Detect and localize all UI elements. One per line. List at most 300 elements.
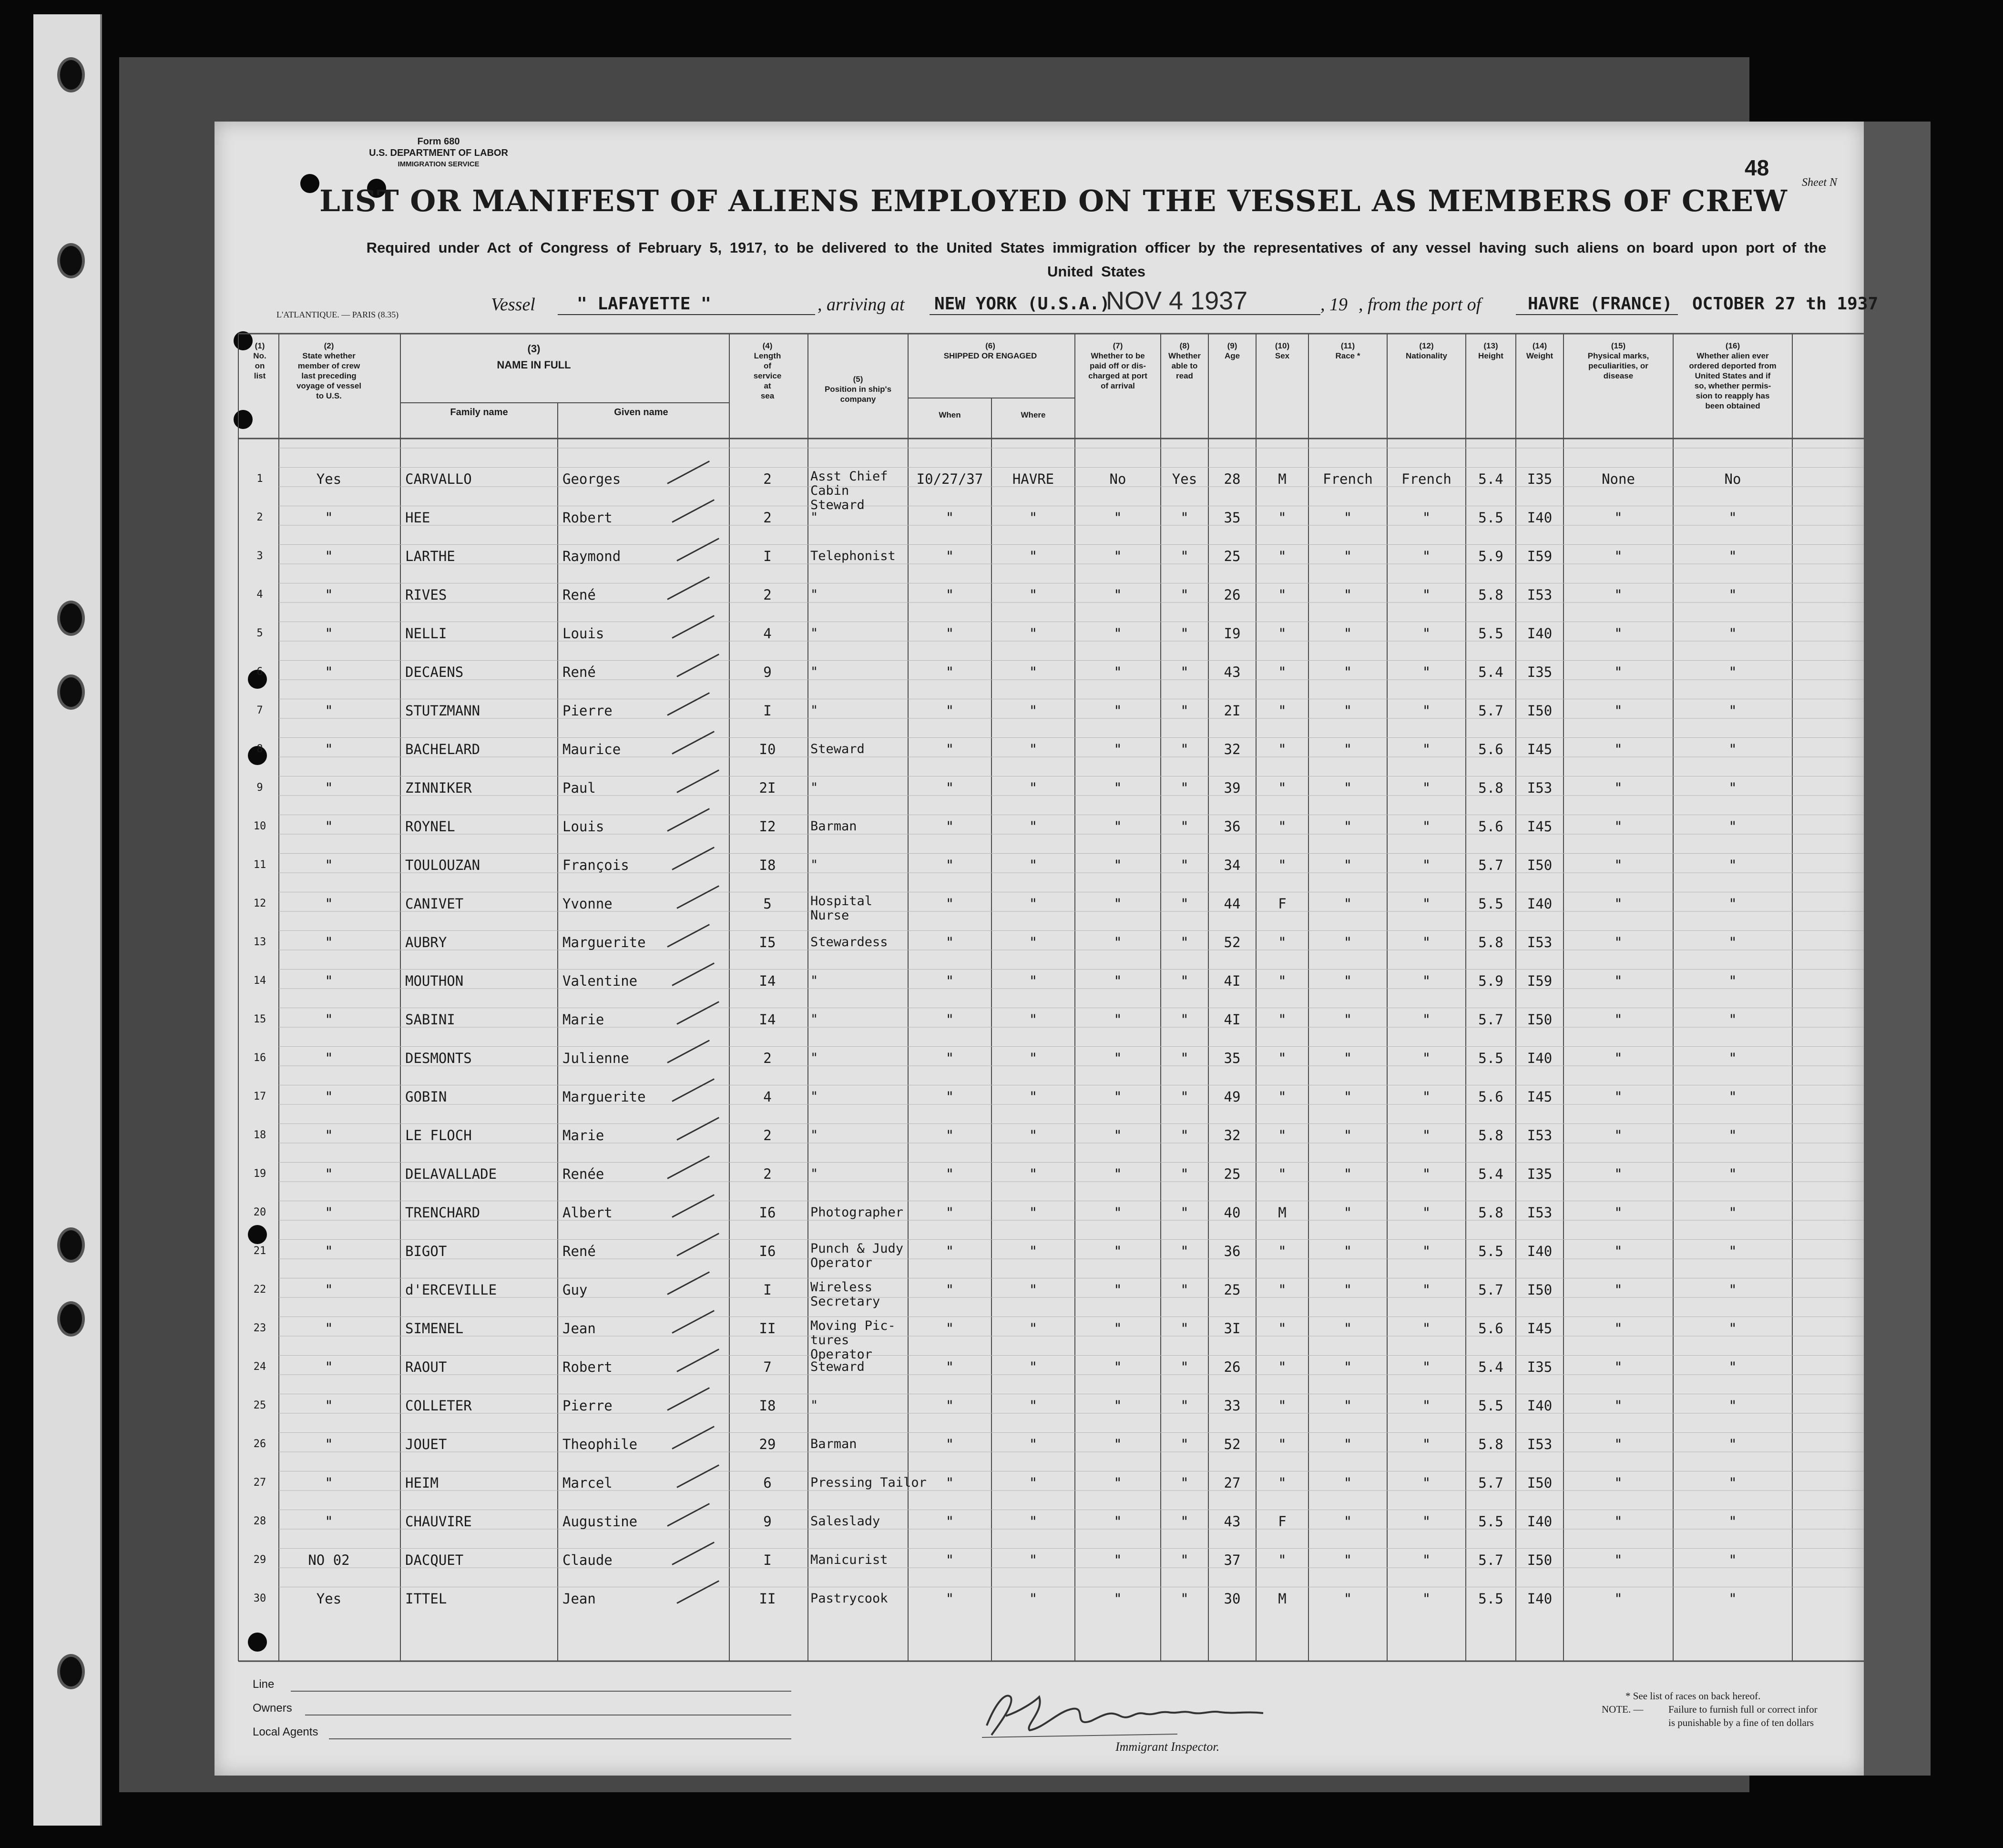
cell-read: "	[1180, 548, 1189, 564]
cell-where: "	[1029, 510, 1038, 526]
cell-position: Steward	[810, 1359, 865, 1374]
cell-sex: "	[1278, 1552, 1287, 1568]
departure-date: OCTOBER 27 th 1937	[1692, 294, 1879, 314]
cell-race: "	[1343, 548, 1352, 564]
cell-deported: "	[1728, 1205, 1737, 1221]
cell-no: 26	[253, 1438, 266, 1450]
cell-read: "	[1180, 1205, 1189, 1221]
punch-hole	[248, 1633, 267, 1652]
cell-position: Barman	[810, 1437, 857, 1451]
cell-weight: I50	[1527, 1552, 1553, 1568]
cell-no: 21	[253, 1245, 266, 1257]
cell-read: "	[1180, 934, 1189, 950]
cell-position: Telephonist	[810, 549, 896, 563]
cell-family: TOULOUZAN	[405, 857, 480, 873]
cell-weight: I35	[1527, 1359, 1553, 1375]
from-port-label: , from the port of	[1359, 295, 1482, 315]
cell-prev: "	[325, 510, 333, 526]
cell-marks: "	[1614, 1359, 1623, 1375]
cell-age: 25	[1224, 548, 1241, 564]
cell-service: I	[763, 1552, 772, 1568]
cell-age: 25	[1224, 1282, 1241, 1298]
cell-prev: "	[325, 896, 333, 912]
cell-prev: NO 02	[308, 1552, 350, 1568]
cell-nationality: "	[1422, 510, 1431, 526]
cell-age: 35	[1224, 510, 1241, 526]
cell-nationality: "	[1422, 741, 1431, 757]
cell-race: "	[1343, 934, 1352, 950]
cell-prev: "	[325, 1282, 333, 1298]
cell-when: "	[945, 1475, 954, 1491]
cell-paid-off: "	[1114, 1475, 1122, 1491]
cell-position: Moving Pic- tures Operator	[810, 1318, 896, 1362]
cell-race: "	[1343, 1205, 1352, 1221]
cell-weight: I40	[1527, 1243, 1553, 1259]
cell-race: "	[1343, 664, 1352, 680]
cell-when: "	[945, 1011, 954, 1028]
cell-position: Wireless Secretary	[810, 1280, 880, 1309]
cell-height: 5.5	[1478, 1243, 1503, 1259]
cell-position: Punch & Judy Operator	[810, 1241, 904, 1270]
cell-family: COLLETER	[405, 1398, 472, 1414]
cell-paid-off: "	[1114, 780, 1122, 796]
cell-where: "	[1029, 1591, 1038, 1607]
cell-weight: I35	[1527, 664, 1553, 680]
cell-age: 43	[1224, 1513, 1241, 1530]
cell-marks: "	[1614, 548, 1623, 564]
form-identifier	[358, 136, 520, 170]
cell-height: 5.7	[1478, 1552, 1503, 1568]
cell-age: 44	[1224, 896, 1241, 912]
cell-marks: "	[1614, 1205, 1623, 1221]
cell-height: 5.6	[1478, 1320, 1503, 1337]
cell-age: 4I	[1224, 1011, 1241, 1028]
cell-race: "	[1343, 1475, 1352, 1491]
cell-family: BIGOT	[405, 1243, 447, 1259]
cell-position: "	[810, 1012, 818, 1027]
cell-age: 49	[1224, 1089, 1241, 1105]
cell-read: "	[1180, 1166, 1189, 1182]
cell-marks: "	[1614, 896, 1623, 912]
cell-weight: I40	[1527, 1591, 1553, 1607]
cell-prev: "	[325, 1011, 333, 1028]
cell-family: LE FLOCH	[405, 1127, 472, 1144]
cell-age: 34	[1224, 857, 1241, 873]
cell-age: 37	[1224, 1552, 1241, 1568]
col-header-deported: (16) Whether alien ever ordered deported from United States and if so, whether permis- sion to reapply has been obtained	[1689, 341, 1777, 410]
cell-height: 5.7	[1478, 1011, 1503, 1028]
cell-sex: "	[1278, 548, 1287, 564]
cell-service: I8	[759, 1398, 776, 1414]
footer-line-label: Line	[253, 1678, 275, 1691]
cell-paid-off: "	[1114, 1282, 1122, 1298]
cell-service: 2	[763, 1166, 772, 1182]
cell-race: "	[1343, 741, 1352, 757]
cell-prev: "	[325, 664, 333, 680]
cell-age: 52	[1224, 934, 1241, 950]
cell-nationality: "	[1422, 1205, 1431, 1221]
cell-race: "	[1343, 703, 1352, 719]
cell-height: 5.4	[1478, 1166, 1503, 1182]
note-label: NOTE. —	[1602, 1704, 1644, 1715]
cell-when: "	[945, 1205, 954, 1221]
cell-when: "	[945, 1513, 954, 1530]
cell-paid-off: "	[1114, 1050, 1122, 1066]
form-number: Form 680	[417, 136, 460, 147]
cell-service: 4	[763, 1089, 772, 1105]
manifest-sheet	[215, 122, 1879, 1776]
footer-line-rule	[291, 1691, 791, 1692]
col-header-age: (9) Age	[1224, 341, 1240, 360]
cell-sex: "	[1278, 1243, 1287, 1259]
cell-family: AUBRY	[405, 934, 447, 950]
cell-position: Hospital Nurse	[810, 894, 873, 923]
cell-given: Theophile	[562, 1436, 638, 1452]
cell-read: Yes	[1172, 471, 1197, 487]
cell-sex: M	[1278, 471, 1287, 487]
cell-sex: "	[1278, 780, 1287, 796]
cell-paid-off: "	[1114, 1011, 1122, 1028]
cell-no: 29	[253, 1554, 266, 1566]
cell-when: "	[945, 741, 954, 757]
binder-ring	[57, 243, 85, 278]
cell-age: 26	[1224, 587, 1241, 603]
cell-read: "	[1180, 896, 1189, 912]
cell-prev: Yes	[316, 471, 342, 487]
cell-when: "	[945, 1243, 954, 1259]
cell-deported: "	[1728, 548, 1737, 564]
cell-no: 18	[253, 1129, 266, 1141]
cell-prev: "	[325, 1050, 333, 1066]
cell-sex: "	[1278, 625, 1287, 642]
cell-deported: "	[1728, 1320, 1737, 1337]
col-header-service: (4) Length of service at sea	[753, 341, 782, 400]
cell-no: 23	[253, 1322, 266, 1334]
cell-when: "	[945, 780, 954, 796]
arriving-underline	[930, 314, 1320, 315]
cell-family: SIMENEL	[405, 1320, 464, 1337]
cell-nationality: "	[1422, 1475, 1431, 1491]
cell-when: "	[945, 818, 954, 835]
cell-height: 5.8	[1478, 780, 1503, 796]
cell-paid-off: "	[1114, 625, 1122, 642]
cell-given: Paul	[562, 780, 596, 796]
cell-paid-off: "	[1114, 548, 1122, 564]
page-edge	[1864, 122, 1931, 1776]
cell-where: "	[1029, 625, 1038, 642]
cell-marks: "	[1614, 857, 1623, 873]
cell-weight: I59	[1527, 973, 1553, 989]
cell-prev: "	[325, 780, 333, 796]
year-label: , 19	[1320, 295, 1348, 315]
cell-height: 5.5	[1478, 510, 1503, 526]
cell-read: "	[1180, 1011, 1189, 1028]
document-subtitle: Required under Act of Congress of February 5, 1917, to be delivered to the United States immigration officer by the representatives of any vessel having such aliens on board upon port of the United States	[366, 239, 1827, 280]
note-text-2: is punishable by a fine of ten dollars	[1668, 1717, 1814, 1728]
cell-where: "	[1029, 1282, 1038, 1298]
cell-given: Julienne	[562, 1050, 629, 1066]
cell-nationality: "	[1422, 1243, 1431, 1259]
cell-where: "	[1029, 934, 1038, 950]
cell-service: II	[759, 1320, 776, 1337]
cell-weight: I45	[1527, 1320, 1553, 1337]
inspector-caption: Immigrant Inspector.	[1115, 1740, 1220, 1754]
cell-sex: F	[1278, 896, 1287, 912]
cell-given: Robert	[562, 1359, 613, 1375]
cell-marks: None	[1602, 471, 1635, 487]
cell-nationality: "	[1422, 934, 1431, 950]
cell-age: 35	[1224, 1050, 1241, 1066]
cell-height: 5.8	[1478, 587, 1503, 603]
cell-sex: "	[1278, 1436, 1287, 1452]
cell-race: "	[1343, 1591, 1352, 1607]
cell-prev: "	[325, 973, 333, 989]
cell-age: 33	[1224, 1398, 1241, 1414]
cell-age: 27	[1224, 1475, 1241, 1491]
cell-no: 28	[253, 1515, 266, 1527]
cell-prev: "	[325, 625, 333, 642]
cell-no: 27	[253, 1477, 266, 1489]
cell-prev: "	[325, 1243, 333, 1259]
cell-service: I5	[759, 934, 776, 950]
cell-sex: "	[1278, 1475, 1287, 1491]
cell-paid-off: "	[1114, 1127, 1122, 1144]
cell-paid-off: "	[1114, 1436, 1122, 1452]
cell-age: 30	[1224, 1591, 1241, 1607]
binder-ring	[57, 57, 85, 92]
cell-when: "	[945, 1398, 954, 1414]
cell-nationality: "	[1422, 857, 1431, 873]
cell-weight: I50	[1527, 703, 1553, 719]
cell-prev: "	[325, 1513, 333, 1530]
cell-position: Stewardess	[810, 935, 888, 950]
cell-deported: "	[1728, 934, 1737, 950]
cell-no: 25	[253, 1399, 266, 1411]
binder-strip	[33, 14, 102, 1826]
cell-deported: "	[1728, 1513, 1737, 1530]
vessel-label: Vessel	[491, 295, 535, 315]
cell-where: "	[1029, 857, 1038, 873]
cell-read: "	[1180, 1089, 1189, 1105]
cell-given: Marguerite	[562, 1089, 646, 1105]
cell-height: 5.4	[1478, 1359, 1503, 1375]
cell-deported: "	[1728, 1398, 1737, 1414]
cell-race: "	[1343, 896, 1352, 912]
cell-race: French	[1323, 471, 1373, 487]
cell-height: 5.4	[1478, 664, 1503, 680]
cell-where: "	[1029, 1359, 1038, 1375]
cell-marks: "	[1614, 1552, 1623, 1568]
cell-sex: "	[1278, 818, 1287, 835]
cell-position: "	[810, 587, 818, 602]
cell-race: "	[1343, 1243, 1352, 1259]
cell-when: "	[945, 1436, 954, 1452]
cell-given: Marie	[562, 1127, 604, 1144]
cell-height: 5.7	[1478, 703, 1503, 719]
cell-read: "	[1180, 1436, 1189, 1452]
cell-height: 5.8	[1478, 1436, 1503, 1452]
col-header-paid-off: (7) Whether to be paid off or dis- charged at port of arrival	[1088, 341, 1147, 390]
cell-deported: "	[1728, 780, 1737, 796]
cell-marks: "	[1614, 1050, 1623, 1066]
cell-race: "	[1343, 1011, 1352, 1028]
cell-weight: I40	[1527, 1050, 1553, 1066]
col-header-when: When	[939, 410, 961, 419]
cell-service: 9	[763, 1513, 772, 1530]
cell-marks: "	[1614, 625, 1623, 642]
cell-prev: "	[325, 857, 333, 873]
cell-sex: "	[1278, 510, 1287, 526]
inspector-signature	[977, 1683, 1282, 1745]
binder-ring	[57, 1654, 85, 1689]
cell-where: "	[1029, 1089, 1038, 1105]
cell-when: "	[945, 510, 954, 526]
cell-when: "	[945, 1166, 954, 1182]
cell-given: Raymond	[562, 548, 621, 564]
cell-given: Jean	[562, 1320, 596, 1337]
cell-service: 4	[763, 625, 772, 642]
cell-prev: "	[325, 1398, 333, 1414]
col-header-where: Where	[1021, 410, 1046, 419]
cell-no: 2	[256, 511, 263, 523]
cell-weight: I53	[1527, 1205, 1553, 1221]
cell-nationality: "	[1422, 1089, 1431, 1105]
cell-deported: "	[1728, 1166, 1737, 1182]
cell-deported: "	[1728, 818, 1737, 835]
col-header-nationality: (12) Nationality	[1406, 341, 1447, 360]
cell-given: Louis	[562, 625, 604, 642]
cell-nationality: "	[1422, 1050, 1431, 1066]
cell-no: 6	[256, 666, 263, 678]
cell-nationality: "	[1422, 1166, 1431, 1182]
cell-paid-off: "	[1114, 1243, 1122, 1259]
cell-read: "	[1180, 1320, 1189, 1337]
cell-nationality: "	[1422, 1359, 1431, 1375]
cell-weight: I40	[1527, 625, 1553, 642]
col-header-prev-voyage: (2) State whether member of crew last preceding voyage of vessel to U.S.	[296, 341, 362, 400]
cell-marks: "	[1614, 1011, 1623, 1028]
cell-age: 32	[1224, 1127, 1241, 1144]
cell-marks: "	[1614, 664, 1623, 680]
cell-race: "	[1343, 1050, 1352, 1066]
cell-where: "	[1029, 818, 1038, 835]
cell-given: Maurice	[562, 741, 621, 757]
cell-paid-off: "	[1114, 1320, 1122, 1337]
binder-ring	[57, 674, 85, 710]
cell-weight: I50	[1527, 1475, 1553, 1491]
cell-no: 1	[256, 473, 263, 485]
cell-given: Marie	[562, 1011, 604, 1028]
cell-age: 3I	[1224, 1320, 1241, 1337]
cell-sex: F	[1278, 1513, 1287, 1530]
cell-no: 10	[253, 820, 266, 832]
cell-position: "	[810, 703, 818, 718]
cell-family: MOUTHON	[405, 973, 464, 989]
cell-sex: "	[1278, 934, 1287, 950]
cell-age: 40	[1224, 1205, 1241, 1221]
cell-marks: "	[1614, 1243, 1623, 1259]
cell-weight: I40	[1527, 1513, 1553, 1530]
cell-when: "	[945, 1050, 954, 1066]
cell-marks: "	[1614, 1127, 1623, 1144]
cell-weight: I50	[1527, 1011, 1553, 1028]
cell-race: "	[1343, 780, 1352, 796]
cell-where: "	[1029, 664, 1038, 680]
cell-marks: "	[1614, 1320, 1623, 1337]
from-port-underline	[1516, 314, 1678, 315]
cell-nationality: "	[1422, 1127, 1431, 1144]
cell-position: "	[810, 973, 818, 988]
cell-marks: "	[1614, 780, 1623, 796]
cell-given: René	[562, 1243, 596, 1259]
cell-weight: I40	[1527, 510, 1553, 526]
cell-height: 5.5	[1478, 1591, 1503, 1607]
printer-imprint: L'ATLANTIQUE. — PARIS (8.35)	[276, 310, 399, 319]
cell-marks: "	[1614, 587, 1623, 603]
cell-when: "	[945, 857, 954, 873]
cell-when: I0/27/37	[916, 471, 983, 487]
cell-read: "	[1180, 818, 1189, 835]
cell-sex: "	[1278, 1320, 1287, 1337]
cell-family: CHAUVIRE	[405, 1513, 472, 1530]
punch-hole	[248, 1225, 267, 1244]
binder-ring	[57, 1301, 85, 1337]
cell-paid-off: "	[1114, 1205, 1122, 1221]
cell-sex: "	[1278, 1282, 1287, 1298]
cell-no: 8	[256, 743, 263, 755]
cell-weight: I53	[1527, 780, 1553, 796]
cell-race: "	[1343, 587, 1352, 603]
cell-family: JOUET	[405, 1436, 447, 1452]
cell-weight: I59	[1527, 548, 1553, 564]
cell-age: 28	[1224, 471, 1241, 487]
cell-sex: "	[1278, 664, 1287, 680]
cell-deported: "	[1728, 1050, 1737, 1066]
cell-when: "	[945, 664, 954, 680]
cell-age: 25	[1224, 1166, 1241, 1182]
cell-service: I6	[759, 1243, 776, 1259]
cell-deported: "	[1728, 1591, 1737, 1607]
cell-age: 26	[1224, 1359, 1241, 1375]
cell-given: Georges	[562, 471, 621, 487]
cell-where: "	[1029, 1552, 1038, 1568]
cell-read: "	[1180, 741, 1189, 757]
cell-read: "	[1180, 1398, 1189, 1414]
cell-sex: M	[1278, 1591, 1287, 1607]
cell-no: 19	[253, 1168, 266, 1180]
cell-deported: "	[1728, 1127, 1737, 1144]
cell-no: 3	[256, 550, 263, 562]
cell-given: Claude	[562, 1552, 613, 1568]
cell-service: 7	[763, 1359, 772, 1375]
cell-sex: "	[1278, 1050, 1287, 1066]
cell-prev: "	[325, 1089, 333, 1105]
page-number: 48	[1745, 155, 1769, 180]
cell-service: 29	[759, 1436, 776, 1452]
cell-when: "	[945, 1591, 954, 1607]
cell-read: "	[1180, 510, 1189, 526]
arriving-port: NEW YORK (U.S.A.)	[934, 294, 1110, 314]
cell-deported: "	[1728, 1243, 1737, 1259]
cell-read: "	[1180, 1359, 1189, 1375]
cell-where: "	[1029, 1050, 1038, 1066]
arrival-date-stamp: NOV 4 1937	[1106, 286, 1248, 315]
cell-sex: "	[1278, 1359, 1287, 1375]
cell-paid-off: "	[1114, 510, 1122, 526]
cell-given: René	[562, 587, 596, 603]
cell-where: "	[1029, 1011, 1038, 1028]
cell-service: 6	[763, 1475, 772, 1491]
